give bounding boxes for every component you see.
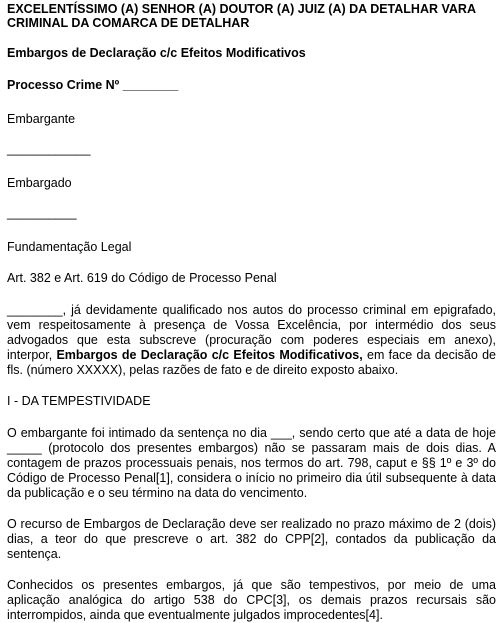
document-title: Embargos de Declaração c/c Efeitos Modificativos: [7, 46, 306, 60]
embargante-blank: ____________: [7, 142, 91, 156]
intro-paragraph: [7, 303, 496, 378]
fundamentacao-label: Fundamentação Legal: [7, 240, 132, 254]
intro-text-2: em face da decisão de fls. (número XXXXX), pelas razões de fato e de direito exposto abaixo.: [7, 348, 497, 377]
embargado-blank: __________: [7, 206, 77, 220]
court-header-line-2: CRIMINAL DA COMARCA DE DETALHAR: [7, 16, 250, 30]
fundamentacao-text: Art. 382 e Art. 619 do Código de Processo Penal: [7, 271, 277, 285]
intro-text-bold: Embargos de Declaração c/c Efeitos Modificativos,: [56, 348, 363, 362]
paragraph-2: O recurso de Embargos de Declaração deve ser realizado no prazo máximo de 2 (dois) dias, a teor do que prescreve o art. 382 do CPP[2], contados da publicação da sentença.: [7, 517, 496, 561]
process-number: Processo Crime Nº ________: [7, 78, 179, 92]
court-header: [7, 2, 496, 30]
paragraph-3: Conhecidos os presentes embargos, já que são tempestivos, por meio de uma aplicação analógica do artigo 538 do CPC[3], os demais prazos recursais são interrompidos, ainda que eventualmente julgados improcedentes[4].: [7, 578, 496, 622]
intro-text-1: ________, já devidamente qualificado nos autos do processo criminal em epigrafado, vem respeitosamente à presença de Vossa Excelência, por intermédio dos seus advogados que esta subscreve (procuração com poderes especiais em anexo), interpor,: [7, 303, 496, 362]
embargante-label: Embargante: [7, 112, 76, 126]
section-title-tempestividade: I - DA TEMPESTIVIDADE: [7, 394, 151, 408]
court-header-line-1: EXCELENTÍSSIMO (A) SENHOR (A) DOUTOR (A) JUIZ (A) DA DETALHAR VARA: [7, 2, 476, 16]
embargado-label: Embargado: [7, 176, 72, 190]
paragraph-1: O embargante foi intimado da sentença no dia ___, sendo certo que até a data de hoje _____ (protocolo dos presentes embargos) não se passaram mais de dois dias. A contagem de prazos processuais penais, nos termos do art. 798, caput e §§ 1º e 3º do Código de Processo Penal[1], considera o início no primeiro dia útil subsequente à data da publicação e o seu término na data do vencimento.: [7, 426, 496, 500]
document-page: [7, 0, 496, 623]
